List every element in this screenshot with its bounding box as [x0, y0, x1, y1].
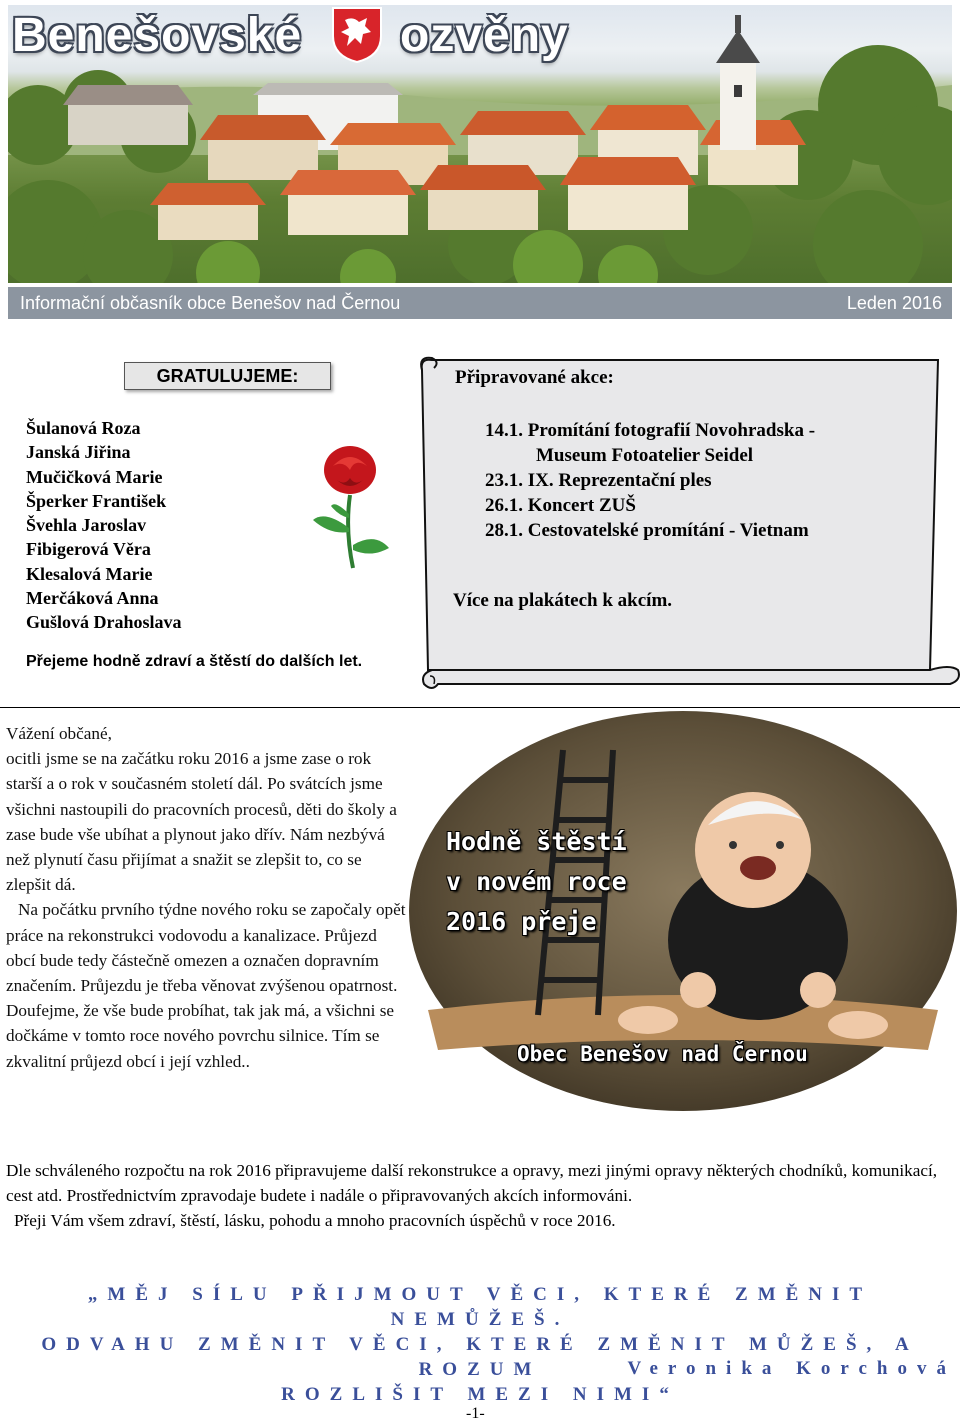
coat-of-arms-icon — [331, 6, 383, 64]
name-item: Janská Jiřina — [26, 442, 131, 463]
masthead-title-part2: ozvěny — [400, 9, 569, 62]
congrats-heading: GRATULUJEME: — [124, 362, 331, 390]
quote-line: ODVAHU ZMĚNIT VĚCI, KTERÉ ZMĚNIT MŮŽEŠ, A ROZUM — [41, 1334, 919, 1380]
event-item: 28.1. Cestovatelské promítání - Vietnam — [485, 520, 809, 541]
masthead-title-part1: Benešovské — [12, 9, 303, 62]
birthday-names-list — [26, 416, 182, 635]
greeting-line: Hodně štěstí — [446, 827, 627, 856]
name-item: Fibigerová Věra — [26, 539, 151, 560]
letter-paragraph: Přeji Vám všem zdraví, štěstí, lásku, pohodu a mnoho pracovních úspěchů v roce 2016. — [14, 1211, 616, 1231]
letter-paragraph: Na počátku prvního týdne nového roku se započaly opět práce na rekonstrukci vodovodu a kanalizace. Průjezd obcí bude tedy částečně omezen a označen dopravním značením. Průjezdu je třeba věnovat zvýšenou opatrnost. Doufejme, že vše bude probíhat, tak jak má, a všichni se dočkáme v tomto roce nového povrchu silnice. Tím se zkvalitní průjezd obcí i její vzhled.. — [6, 900, 406, 1071]
event-item: Museum Fotoatelier Seidel — [536, 445, 754, 466]
closing-quote — [0, 1282, 960, 1407]
events-list — [485, 418, 815, 543]
page-number: -1- — [466, 1405, 485, 1422]
name-item: Šperker František — [26, 490, 167, 511]
letter-salutation: Vážení občané, — [6, 724, 112, 743]
event-item: 23.1. IX. Reprezentační ples — [485, 470, 712, 491]
subtitle-banner — [8, 287, 952, 319]
greeting-line: 2016 přeje — [446, 907, 597, 936]
event-item: 26.1. Koncert ZUŠ — [485, 495, 636, 516]
name-item: Merčáková Anna — [26, 588, 159, 609]
issue-date: Leden 2016 — [846, 293, 942, 313]
event-item: 14.1. Promítání fotografií Novohradska - — [485, 420, 816, 441]
events-heading: Připravované akce: — [455, 367, 614, 388]
name-item: Mučičková Marie — [26, 466, 163, 487]
quote-line: „MĚJ SÍLU PŘIJMOUT VĚCI, KTERÉ ZMĚNIT NEMŮŽEŠ. — [87, 1284, 873, 1330]
name-item: Švehla Jaroslav — [26, 515, 147, 536]
greeting-line: v novém roce — [446, 867, 627, 896]
rose-icon — [305, 440, 395, 570]
quote-author: Veronika Korchová — [627, 1358, 956, 1379]
greeting-signature: Obec Benešov nad Černou — [517, 1042, 808, 1066]
divider — [0, 707, 960, 708]
quote-line: ROZLIŠIT MEZI NIMI“ — [281, 1384, 679, 1405]
newsletter-subtitle: Informační občasník obce Benešov nad Černou — [20, 293, 401, 313]
congrats-wish: Přejeme hodně zdraví a štěstí do dalších let. — [26, 653, 363, 670]
letter-paragraph: Dle schváleného rozpočtu na rok 2016 připravujeme další rekonstrukce a opravy, mezi jinými opravy některých chodníků, komunikací, cest atd. Prostřednictvím zpravodaje budete i nadále o připravovaných akcích informováni. — [6, 1161, 938, 1206]
name-item: Gušlová Drahoslava — [26, 612, 182, 633]
events-more-info: Více na plakátech k akcím. — [453, 590, 673, 611]
name-item: Klesalová Marie — [26, 563, 153, 584]
letter-continued — [6, 1158, 946, 1234]
new-year-greeting — [446, 822, 627, 942]
mayor-letter — [6, 721, 406, 1074]
letter-paragraph: ocitli jsme se na začátku roku 2016 a jsme zase o rok starší a o rok v současném století dál. Po svátcích jsme všichni nastoupili do pracovních procesů, děti do školy a zase bude vše ubíhat a plynout jako dřív. Nám nezbývá než plynutí času přijímat a snažit se zlepšit to, co se zlepšit dá. — [6, 749, 397, 895]
name-item: Šulanová Roza — [26, 418, 141, 438]
